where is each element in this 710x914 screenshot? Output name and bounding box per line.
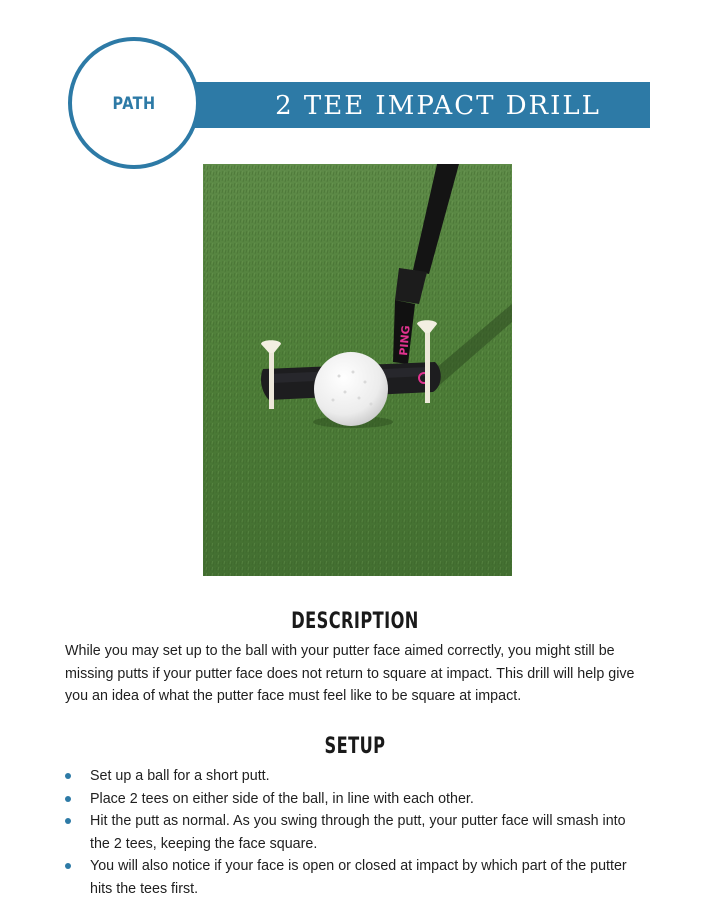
bullet-icon (65, 818, 71, 824)
list-item (65, 765, 645, 788)
category-badge (68, 37, 200, 169)
setup-list (65, 765, 645, 900)
title-banner (190, 82, 650, 128)
page-title: 2 TEE IMPACT DRILL (275, 91, 601, 121)
bullet-icon (65, 796, 71, 802)
list-item (65, 855, 645, 900)
description-text: While you may set up to the ball with your putter face aimed correctly, you might still be missing putts if your putter face does not return to square at impact. This drill will help give you an idea of what the putter face must feel like to be square at impact. (65, 643, 635, 704)
putter-brand-text: PING (397, 324, 413, 357)
list-item-text: You will also notice if your face is open or closed at impact by which part of the putter hits the tees first. (90, 858, 627, 897)
bullet-icon (65, 863, 71, 869)
bullet-icon (65, 773, 71, 779)
list-item-text: Place 2 tees on either side of the ball, in line with each other. (90, 790, 474, 807)
drill-photo (203, 164, 512, 576)
list-item (65, 788, 645, 811)
category-badge-label: PATH (112, 94, 156, 114)
description-heading: DESCRIPTION (291, 609, 419, 634)
list-item-text: Set up a ball for a short putt. (90, 768, 270, 784)
list-item-text: Hit the putt as normal. As you swing through the putt, your putter face will smash into the 2 tees, keeping the face square. (90, 813, 626, 852)
setup-heading: SETUP (324, 734, 386, 759)
list-item (65, 810, 645, 855)
